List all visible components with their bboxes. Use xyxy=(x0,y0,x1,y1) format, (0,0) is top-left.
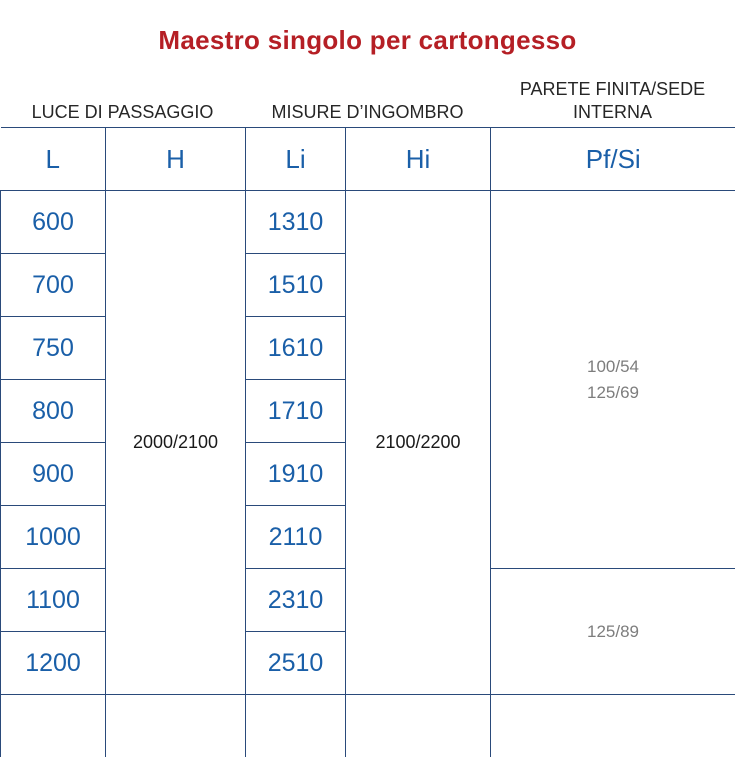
group-header-misure: MISURE D’INGOMBRO xyxy=(245,101,490,128)
cell-l-empty xyxy=(1,695,106,757)
cell-h-merged: 2000/2100 xyxy=(106,191,246,695)
cell-l: 900 xyxy=(1,443,106,506)
cell-pf-top-line2: 125/69 xyxy=(491,380,735,406)
cell-hi-merged: 2100/2200 xyxy=(346,191,491,695)
cell-pf-top xyxy=(491,191,735,569)
group-header-luce: LUCE DI PASSAGGIO xyxy=(0,101,245,128)
cell-pf-bottom: 125/89 xyxy=(491,569,735,695)
group-header-parete: PARETE FINITA/SEDE INTERNA xyxy=(490,78,735,127)
cell-l: 700 xyxy=(1,254,106,317)
measurements-table xyxy=(0,127,735,757)
cell-pf-top-line1: 100/54 xyxy=(491,354,735,380)
cell-li: 1910 xyxy=(246,443,346,506)
column-header-h: H xyxy=(106,128,246,191)
cell-h-empty xyxy=(106,695,246,757)
cell-li: 2310 xyxy=(246,569,346,632)
cell-li: 1710 xyxy=(246,380,346,443)
cell-li: 1510 xyxy=(246,254,346,317)
cell-l: 600 xyxy=(1,191,106,254)
cell-li: 2110 xyxy=(246,506,346,569)
cell-hi-empty xyxy=(346,695,491,757)
column-header-li: Li xyxy=(246,128,346,191)
column-header-hi: Hi xyxy=(346,128,491,191)
cell-l: 1000 xyxy=(1,506,106,569)
column-header-pf: Pf/Si xyxy=(491,128,735,191)
cell-li: 1310 xyxy=(246,191,346,254)
group-header-row xyxy=(0,78,735,127)
cell-li-empty xyxy=(246,695,346,757)
cell-l: 750 xyxy=(1,317,106,380)
cell-li: 2510 xyxy=(246,632,346,695)
cell-l: 1200 xyxy=(1,632,106,695)
table-row-partial xyxy=(1,695,735,757)
cell-li: 1610 xyxy=(246,317,346,380)
page-title: Maestro singolo per cartongesso xyxy=(0,0,735,56)
table-header-row xyxy=(1,128,735,191)
cell-l: 1100 xyxy=(1,569,106,632)
cell-l: 800 xyxy=(1,380,106,443)
table-row xyxy=(1,191,735,254)
column-header-l: L xyxy=(1,128,106,191)
cell-pf-empty xyxy=(491,695,735,757)
